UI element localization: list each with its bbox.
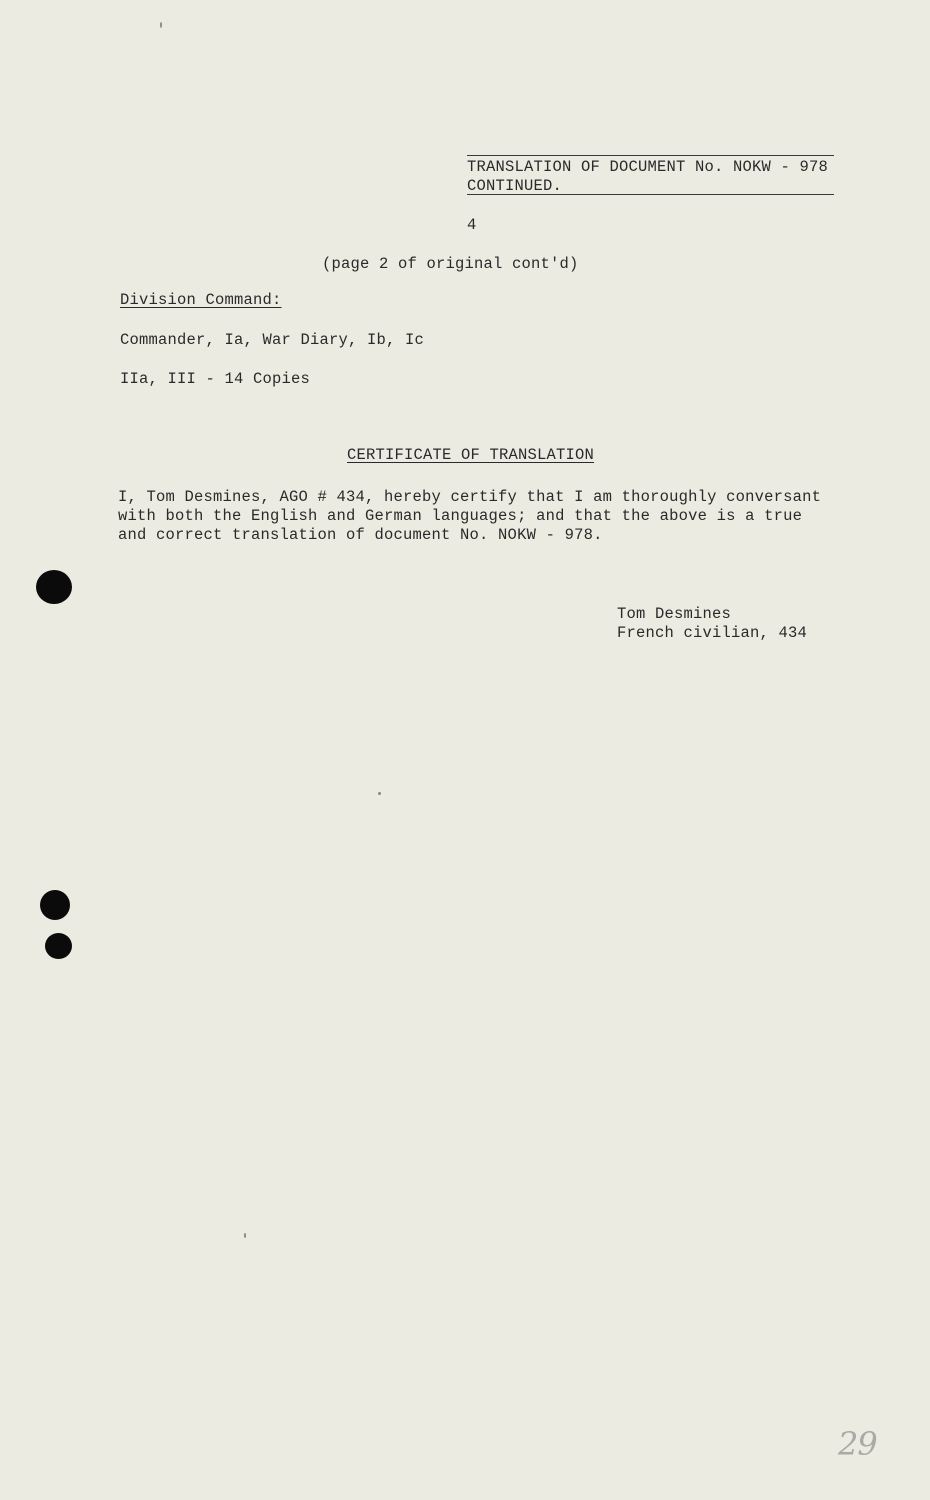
header-continued: CONTINUED. (467, 177, 563, 195)
certificate-line-3: and correct translation of document No. NOKW - 978. (118, 526, 603, 544)
header-title: TRANSLATION OF DOCUMENT No. NOKW - 978 (467, 158, 829, 176)
paper-speck (244, 1233, 246, 1238)
certificate-line-1: I, Tom Desmines, AGO # 434, hereby certify that I am thoroughly conversant (118, 488, 822, 506)
punch-hole-top (36, 570, 72, 604)
distribution-heading: Division Command: (120, 291, 282, 309)
handwritten-page-number: 29 (838, 1425, 877, 1463)
certificate-line-2: with both the English and German languages; and that the above is a true (118, 507, 803, 525)
punch-hole-bottom (45, 933, 72, 959)
distribution-line-1: Commander, Ia, War Diary, Ib, Ic (120, 331, 425, 349)
header-bottom-rule (467, 194, 834, 195)
header-top-rule (467, 155, 834, 156)
page-number: 4 (467, 216, 477, 234)
certificate-title: CERTIFICATE OF TRANSLATION (347, 446, 595, 464)
paper-speck (378, 792, 381, 795)
paper-speck (160, 22, 162, 28)
signature-name: Tom Desmines (617, 605, 732, 623)
page-note: (page 2 of original cont'd) (322, 255, 579, 273)
signature-title: French civilian, 434 (617, 624, 808, 642)
distribution-line-2: IIa, III - 14 Copies (120, 370, 311, 388)
punch-hole-middle (40, 890, 70, 920)
